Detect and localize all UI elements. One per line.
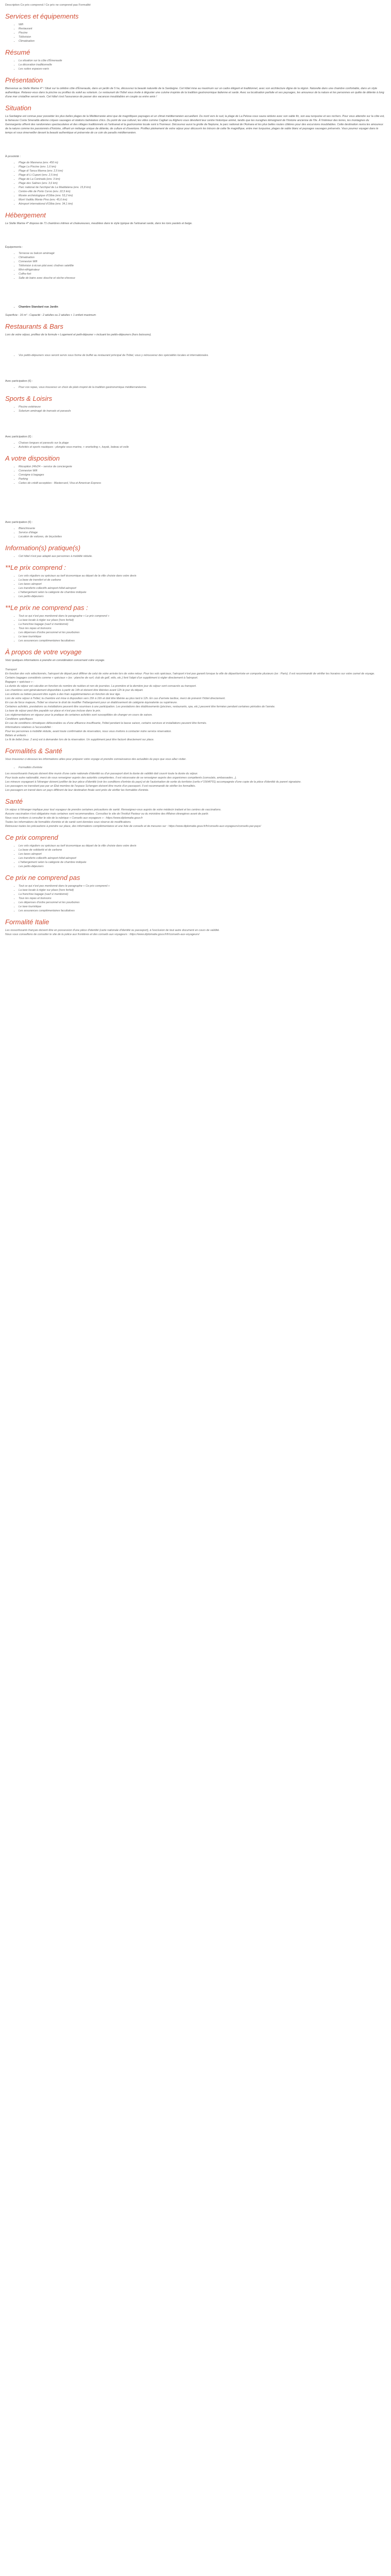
- list-item: • Plage des Salines (env. 3,6 km): [19, 181, 386, 185]
- section-title-presentation: Présentation: [5, 76, 43, 84]
- paragraph: Les réglementations en vigueur pour la pratique de certaines activités sont susceptibles de changer en cours de saison.: [5, 714, 153, 717]
- paid-label: Avec participation (€) :: [5, 435, 33, 438]
- paragraph: Les passagers ne transitant pas par un État membre de l'espace Schengen doivent être munis d'un passeport. Il est recommandé de vérifier les formalités.: [5, 785, 196, 788]
- list-item: • Parking: [19, 477, 386, 481]
- paragraph: La durée du séjour est calculée en fonction du nombre de nuitées et non de journées. La première et la dernière jour du séjour sont consacrés au transport.: [5, 685, 197, 688]
- list-item: • Mini-réfrigérateur: [19, 268, 386, 272]
- restaurants-list: [5, 353, 386, 358]
- list-item: • Les dépenses d'ordre personnel et les pourboires: [19, 901, 386, 905]
- proximite-list: [5, 161, 386, 206]
- list-item: • Tout ce qui n'est pas mentionné dans le paragraphe « Le prix comprend »: [19, 614, 386, 618]
- section-title-disposition: A votre disposition: [5, 454, 60, 462]
- list-item: • Cartes de crédit acceptées : Mastercard, Visa et American Express: [19, 481, 386, 485]
- section-title-formalite-italie: Formalité Italie: [5, 918, 50, 926]
- list-item: • Consigne à bagages: [19, 473, 386, 477]
- paragraph: Les chambres sont généralement disponibles à partir de 14h et doivent être libérées avant 12h le jour du départ.: [5, 689, 143, 692]
- list-item: • Vos petits-déjeuners vous seront servis sous forme de buffet au restaurant principal de l'hôtel, vous y retrouverez des spécialités locales et internationales.: [19, 353, 386, 358]
- list-item: • Tous les repas et boissons: [19, 896, 386, 901]
- list-item: • Pour vos repas, vous trouverez un choix de plats inspiré de la tradition gastronomique méditerranéenne.: [19, 385, 386, 389]
- paid-label: Avec participation (€) :: [5, 521, 33, 524]
- list-item: • Activités et sports nautiques : plongée sous-marine, « snorkeling », kayak, bateau et voile: [19, 445, 386, 449]
- room-title: • Chambre Standard vue Jardin: [19, 305, 386, 309]
- propos-body: [5, 668, 386, 742]
- section-title-resume: Résumé: [5, 48, 30, 56]
- ce-prix-comprend-list: [5, 844, 386, 869]
- chambre-list: [5, 305, 386, 309]
- list-item: • Les petits-déjeuners: [19, 595, 386, 599]
- section-title-hebergement: Hébergement: [5, 211, 46, 219]
- section-title-services: Services et équipements: [5, 12, 79, 20]
- list-item: • Connexion Wifi: [19, 260, 386, 264]
- list-item: • Blanchisserie: [19, 527, 386, 531]
- list-item: • Les transferts collectifs aéroport-hôtel-aéroport: [19, 856, 386, 860]
- prix-ne-comprend-list: [5, 614, 386, 643]
- breadcrumb: Description Ce prix comprend / Ce prix ne comprend pas Formalité: [5, 4, 91, 7]
- list-item: • La situation sur la côte d'Émeraude: [19, 59, 386, 63]
- prix-comprend-list: [5, 574, 386, 599]
- list-item: • Centre-ville de Porto Cervo (env. 22,5 km): [19, 190, 386, 194]
- paragraph: Pour les personnes à mobilité réduite, avant toute confirmation de réservation, nous vous invitons à contacter notre service réservation.: [5, 730, 172, 733]
- list-item: • Plage di Li Cuponi (env. 2,5 km): [19, 173, 386, 177]
- situation-text: La Sardaigne est connue pour posséder les plus belles plages de la Méditerranée ainsi que de magnifiques paysages et un climat méditerranéen accueillant. Du nord vers le sud, la plage de La Pelosa vous saura séduire avec son sable fin, son eau turquoise et ses rochers. Pour vous attendre sur la côte est, la fameuse Costa Smeralda alterne criques sauvages et stations balnéaires chics. Du point de vue culturel, les villes comme Cagliari ou Alghero vous dévoilent leur centre historique animé, tandis que les nuraghes témoignent de l'histoire ancienne de l'île. À l'intérieur des terres, les montagnes du Gennargentu offrent des randonnées spectaculaires et des villages traditionnels où l'artisanat et la gastronomie locale sont à l'honneur. Découvrez aussi la grotte de Neptune, le parc national de l'Asinara et les plus belles routes côtières pour des excursions inoubliables. Cette destination ravira les amoureux de la nature comme les passionnés d'histoire, offrant un mélange unique de détente, de culture et d'aventure. Profitez pleinement de votre séjour pour découvrir les trésors de cette île magnifique, entre mer turquoise, plages de sable blanc et paysages sauvages préservés. Vous pourrez voyager dans le temps et vous émerveiller devant la beauté authentique et préservée de ce coin de paradis méditerranéen.: [5, 115, 385, 134]
- list-item: • Réception 24h/24 – service de conciergerie: [19, 465, 386, 469]
- list-item: • Les assurances complémentaires facultatives: [19, 909, 386, 913]
- list-item: • Les taxes aéroport: [19, 582, 386, 586]
- formalite-italie-body: [5, 928, 386, 937]
- paragraph: Aucune vaccination n'est obligatoire mais certaines sont recommandées. Consultez le site de l'Institut Pasteur ou du ministère des Affaires étrangères avant de partir.: [5, 812, 209, 816]
- list-item: • Cet hôtel n'est pas adapté aux personnes à mobilité réduite.: [19, 554, 386, 558]
- list-item: • La franchise bagage (sauf si mentionné): [19, 622, 386, 626]
- list-item: • Restaurant: [19, 27, 386, 31]
- page: [0, 0, 391, 937]
- room-description: Superficie : 16 m² - Capacité : 2 adultes ou 2 adultes + 1 enfant maximum: [5, 314, 96, 317]
- list-item: • Location de voitures, de bicyclettes: [19, 535, 386, 539]
- list-item: • Aéroport international d'Olbia (env. 34,1 km): [19, 202, 386, 206]
- paragraph: La taxe de séjour peut être payable sur place et n'est pas incluse dans le prix.: [5, 709, 101, 713]
- list-item: • La taxe locale à régler sur place (hors forfait): [19, 888, 386, 892]
- list-item: • Télévision à écran plat avec chaînes satellite: [19, 264, 386, 268]
- section-title-restaurants: Restaurants & Bars: [5, 323, 63, 330]
- section-title-formalites: Formalités & Santé: [5, 747, 62, 755]
- list-item: • Coffre-fort: [19, 272, 386, 276]
- section-title-prix-comprend: **Le prix comprend :: [5, 564, 66, 571]
- list-item: • Tous les repas et boissons: [19, 626, 386, 631]
- disposition-list: [5, 465, 386, 485]
- list-item: • Plage di Tanca Manna (env. 2,5 km): [19, 169, 386, 173]
- paragraph: Vous trouverez ci-dessous les informations utiles pour préparer votre voyage et prendre connaissance des actualités du pays que vous allez visiter.: [5, 758, 187, 761]
- list-item: • Terrasse ou balcon aménagé: [19, 251, 386, 256]
- list-item: • Les assurances complémentaires facultatives: [19, 639, 386, 643]
- list-item: • Les dépenses d'ordre personnel et les pourboires: [19, 631, 386, 635]
- sante-body: [5, 808, 386, 828]
- section-title-sports: Sports & Loisirs: [5, 395, 53, 402]
- paragraph: Retrouvez toutes les précautions à prendre sur place, des informations complémentaires et une liste de conseils et de mesures sur : https://www.diplomatie.gouv.fr/fr/conseils-aux-voyageurs/conseils-par-pays/: [5, 825, 261, 828]
- list-item: • Chaises longues et parasols sur la plage: [19, 441, 386, 445]
- list-item: • Le taxe touristique: [19, 905, 386, 909]
- list-item: • La décoration traditionnelle: [19, 63, 386, 67]
- list-item: • Piscine extérieure: [19, 405, 386, 409]
- list-item: • Plage La Piscine (env. 1,6 km): [19, 165, 386, 169]
- equipements-label: Équipements :: [5, 246, 23, 249]
- list-item: • Les transferts collectifs aéroport-hôtel-aéroport: [19, 586, 386, 590]
- list-item: • Les petits-déjeuners: [19, 865, 386, 869]
- list-item: • Climatisation: [19, 256, 386, 260]
- list-item: • Mont Vadittu Monte Pino (env. 45,6 km): [19, 198, 386, 202]
- paragraph: Certaines activités, prestations ou installations peuvent être soumises à une participation. Les prestations des établissements (piscines, restaurants, spa, etc.) peuvent être fermées pendant certaines périodes de l'année.: [5, 705, 275, 708]
- propos-intro: Voici quelques informations à prendre en considération concernant votre voyage.: [5, 659, 105, 662]
- list-item: • Les suites espaces-varis: [19, 67, 386, 71]
- paragraph: Un séjour à l'étranger implique pour tout voyageur de prendre certaines précautions de santé. Renseignez-vous auprès de votre médecin traitant et les centres de vaccinations.: [5, 808, 222, 811]
- paragraph: Nous vous conseillons de consulter le site de la police aux frontières et des conseils aux voyageurs : https://www.diplomatie.gouv.fr/fr/conseils-aux-voyageurs/: [5, 933, 200, 936]
- list-item: • Tout ce qui n'est pas mentionné dans le paragraphe « Ce prix comprend »: [19, 884, 386, 888]
- presentation-text: Bienvenue au Stelle Marine 4* ! Situé sur la célèbre côte d'Émeraude, dans un jardin de 5 ha, découvrez la beauté naturelle de la Sardaigne. Cet hôtel mise au maximum sur un cadre élégant et traditionnel, avec son architecture digne de la région. Naturelle dans une chambre confortable, dans un style authentique. Relaxez-vous dans la piscine ou profitez du soleil au solarium. Le restaurant de l'hôtel vous invite à déguster une cuisine inspirée de la tradition gastronomique italienne et sarde. Avec sa localisation parfaite et ses paysages, les amoureux de la nature et les personnes en quête de détente à long d'une mer cristalline seront ravis. Cet hôtel s'est l'assurance de passer des vacances inoubliables en couple ou entre amis !: [5, 87, 384, 98]
- resume-list: [5, 59, 386, 71]
- restaurants-intro: Lors de votre séjour, profitez de la formule « Logement et petit-déjeuner » incluant les petits-déjeuners (hors boissons).: [5, 333, 152, 336]
- list-item: • Climatisation: [19, 39, 386, 43]
- list-item: • La taxe locale à régler sur place (hors forfait): [19, 618, 386, 622]
- proximite-label: À proximité :: [5, 155, 21, 158]
- paid-list-3: [5, 527, 386, 539]
- paragraph: Informations relatives à l'accessibilité :: [5, 726, 53, 729]
- list-item: • Les vols réguliers ou spéciaux au tarif économique au départ de la ville choisie dans votre devis: [19, 574, 386, 578]
- paragraph: Les mineurs voyageant à l'étranger doivent justifier de leur pièce d'identité (voir les conditions d'entrée du pays) et de l'autorisation de sortie du territoire (cerfa n°15646*01) accompagnée d'une copie de la pièce d'identité du parent signataire.: [5, 781, 302, 784]
- section-title-sante: Santé: [5, 798, 23, 805]
- sports-list: [5, 405, 386, 413]
- paragraph: Le lit de bébé (max. 2 ans) est à demander lors de la réservation. Un supplément peut être facturé directement sur place.: [5, 738, 154, 741]
- paragraph: Pour toute autre nationalité, merci de vous renseigner auprès des autorités compétentes. Il est nécessaire de se renseigner auprès des organismes compétents (consulats, ambassades...).: [5, 776, 237, 779]
- list-item: • Le taxe touristique: [19, 635, 386, 639]
- list-item: • Solarium aménagé de transats et parasols: [19, 409, 386, 413]
- list-item: • L'hébergement selon la catégorie de chambre indiquée: [19, 590, 386, 595]
- list-item: • La base de transfert et de carbone: [19, 578, 386, 582]
- section-title-situation: Situation: [5, 104, 31, 112]
- hebergement-text: Le Stelle Marine 4* dispose de 71 chambres intimes et chaleureuses, meublées dans le style typique de l'artisanat sarde, dans les tons pastels et beige.: [5, 222, 193, 225]
- paragraph: Les ressortissants français doivent être munis d'une carte nationale d'identité ou d'un passeport dont la durée de validité doit couvrir toute la durée du séjour.: [5, 772, 198, 775]
- formalites-body: [5, 757, 386, 792]
- list-item: • Connexion Wifi: [19, 469, 386, 473]
- section-title-propos: À propos de votre voyage: [5, 648, 82, 656]
- paragraph: Toutes les informations de formalités d'entrée et de santé sont données sous réserve de modifications.: [5, 821, 132, 824]
- formalites-sub: [5, 766, 386, 770]
- ce-prix-ne-comprend-list: [5, 884, 386, 913]
- paragraph: Les enfants ou bébés peuvent être sujets à des frais supplémentaires en fonction de leur âge.: [5, 693, 121, 696]
- list-item: • Piscine: [19, 31, 386, 35]
- paragraph: En fonction des vols sélectionnés, l'aéroport de départ peut différer de celui de votre arrivée lors de votre retour. Pour les vols spéciaux, l'aéroport n'est pas garanti lorsque la ville de départ/arrivée en comporte plusieurs (ex : Paris). Il est recommandé de vérifier les horaires sur votre carnet de voyage.: [5, 672, 375, 675]
- list-item: • Les taxes aéroport: [19, 852, 386, 856]
- section-title-prix-ne-comprend: **Le prix ne comprend pas :: [5, 604, 88, 612]
- section-title-ce-prix-comprend: Ce prix comprend: [5, 834, 58, 841]
- paragraph: Transport: [5, 668, 17, 671]
- paragraph: En cas de force majeure, l'hôtel se réserve le droit de modifier l'hébergement pour un établissement de catégorie équivalente ou supérieure.: [5, 701, 178, 704]
- paragraph: Conditions spécifiques: [5, 718, 33, 721]
- section-title-infos: Information(s) pratique(s): [5, 544, 80, 552]
- list-item: • Plage de La Contrada (env. 3 km): [19, 177, 386, 181]
- list-item: • La franchise bagage (sauf si mentionné): [19, 892, 386, 896]
- paid-label: Avec participation (€) :: [5, 380, 33, 383]
- list-item: • Wifi: [19, 23, 386, 27]
- paragraph: Lors de votre séjour à l'hôtel, la chambre est mise à disposition vers 15h à 16h et doit être libérée au plus tard à 12h. En cas d'arrivée tardive, merci de prévenir l'hôtel directement.: [5, 697, 226, 700]
- section-title-ce-prix-ne-comprend: Ce prix ne comprend pas: [5, 874, 80, 882]
- list-item: • Musée archéologique d'Olbia (env. 53,2 km): [19, 194, 386, 198]
- list-item: • L'hébergement selon la catégorie de chambre indiquée: [19, 860, 386, 865]
- paragraph: Bagages « spéciaux » :: [5, 681, 35, 684]
- paragraph: Bébés et enfants :: [5, 734, 28, 737]
- services-list: [5, 23, 386, 43]
- list-item: • Service d'étage: [19, 531, 386, 535]
- list-item: • Salle de bains avec douche et sèche-cheveux: [19, 276, 386, 280]
- paragraph: Les passagers en transit dans un pays différent de leur destination finale sont priés de vérifier les formalités d'entrée.: [5, 789, 149, 792]
- paragraph: En cas de conditions climatiques défavorables ou d'une affluence insuffisante, l'hôtel pendant la basse saison, certains services et installations peuvent être fermés.: [5, 722, 207, 725]
- equipements-list: [5, 251, 386, 280]
- list-item: • Télévision: [19, 35, 386, 39]
- list-item: • Les vols réguliers ou spéciaux au tarif économique au départ de la ville choisie dans votre devis: [19, 844, 386, 848]
- paragraph: Nous vous invitons à consulter le site de la rubrique « Conseils aux voyageurs » : https://www.diplomatie.gouv.fr: [5, 817, 143, 820]
- paid-list-2: [5, 441, 386, 449]
- list-item: • Formalités d'entrée: [19, 766, 386, 770]
- infos-list: [5, 554, 386, 558]
- list-item: • Plage de Mannena (env. 450 m): [19, 161, 386, 165]
- list-item: • Parc national de l'archipel de La Maddalena (env. 15,8 km): [19, 185, 386, 190]
- paid-list-1: [5, 385, 386, 389]
- list-item: • La base de solidarité et de carbone: [19, 848, 386, 852]
- paragraph: Certains bagages considérés comme « spéciaux » (ex : planche de surf, club de golf, vélo, etc.) font l'objet d'un supplément à régler directement à l'aéroport.: [5, 676, 199, 680]
- paragraph: Les ressortissants français doivent être en possession d'une pièce d'identité (carte nationale d'identité ou passeport), à l'exclusion de tout autre document en cours de validité.: [5, 929, 220, 932]
